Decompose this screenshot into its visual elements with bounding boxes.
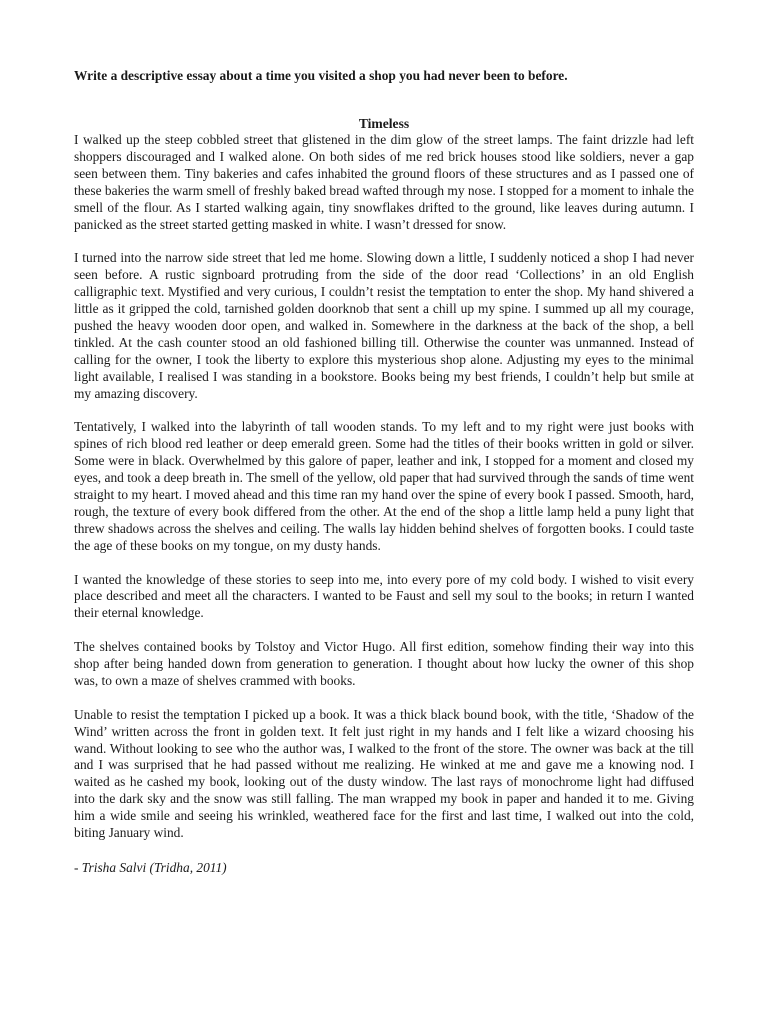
essay-title: Timeless (358, 116, 410, 131)
essay-paragraph-5: The shelves contained books by Tolstoy and Victor Hugo. All first edition, somehow finding their way into this shop after being handed down from generation to generation. I thought about how lucky the owner of this shop was, to own a maze of shelves crammed with books. (74, 639, 694, 688)
essay-paragraph-2: I turned into the narrow side street that led me home. Slowing down a little, I suddenly noticed a shop I had never seen before. A rustic signboard protruding from the side of the door read ‘Collections’ in an old English calligraphic text. Mystified and very curious, I couldn’t resist the temptation to enter the shop. My hand shivered a little as it gripped the cold, tarnished golden doorknob that sent a chill up my spine. I summed up all my courage, pushed the heavy wooden door open, and walked in. Somewhere in the darkness at the back of the shop, a bell tinkled. At the cash counter stood an old fashioned billing till. Otherwise the counter was unmanned. Instead of calling for the owner, I took the liberty to explore this mysterious shop alone. Adjusting my eyes to the minimal light available, I realised I was standing in a bookstore. Books being my best friends, I couldn’t help but smile at my amazing discovery. (74, 250, 694, 401)
essay-paragraph-4: I wanted the knowledge of these stories to seep into me, into every pore of my cold body. I wished to visit every place described and meet all the characters. I wanted to be Faust and sell my soul to the books; in return I wanted their eternal knowledge. (74, 571, 694, 621)
essay-paragraph-6: Unable to resist the temptation I picked up a book. It was a thick black bound book, with the title, ‘Shadow of the Wind’ written across the front in golden text. It felt just right in my hands and I felt like a wizard choosing his wand. Without looking to see who the author was, I walked to the front of the store. The owner was back at the till and I was surprised that he had passed without me realizing. He winked at me and gave me a knowing nod. I waited as he cashed my book, looking out of the dusty window. The last rays of monochrome light had diffused into the dark sky and the snow was still falling. The man wrapped my book in paper and handed it to me. Giving him a wide smile and seeing his wrinkled, weathered face for the first and last time, I walked out into the cold, biting January wind. (74, 706, 694, 841)
essay-prompt: Write a descriptive essay about a time you visited a shop you had never been to before. (74, 68, 568, 83)
author-signature: - Trisha Salvi (Tridha, 2011) (74, 859, 227, 875)
essay-paragraph-1: I walked up the steep cobbled street that glistened in the dim glow of the street lamps. The faint drizzle had left shoppers discouraged and I walked alone. On both sides of me red brick houses stood like soldiers, never a gap seen between them. Tiny bakeries and cafes inhabited the ground floors of these structures and as I passed one of these bakeries the warm smell of freshly baked bread wafted through my nose. I stopped for a moment to inhale the smell of the flour. As I started walking again, tiny snowflakes drifted to the ground, like leaves during autumn. I panicked as the street started getting masked in white. I wasn’t dressed for snow. (74, 132, 694, 232)
document-page (74, 67, 694, 876)
essay-paragraph-3: Tentatively, I walked into the labyrinth of tall wooden stands. To my left and to my right were just books with spines of rich blood red leather or deep emerald green. Some had the titles of their books written in gold or silver. Some were in black. Overwhelmed by this galore of paper, leather and ink, I stopped for a moment and closed my eyes, and took a deep breath in. The smell of the yellow, old paper that had survived through the sands of time went straight to my heart. I moved ahead and this time ran my hand over the spine of every book I passed. Smooth, hard, rough, the texture of every book differed from the other. At the end of the shop a little lamp held a puny light that threw shadows across the shelves and ceiling. The walls lay hidden behind shelves of forgotten books. I could taste the age of these books on my tongue, on my dusty hands. (74, 419, 694, 553)
